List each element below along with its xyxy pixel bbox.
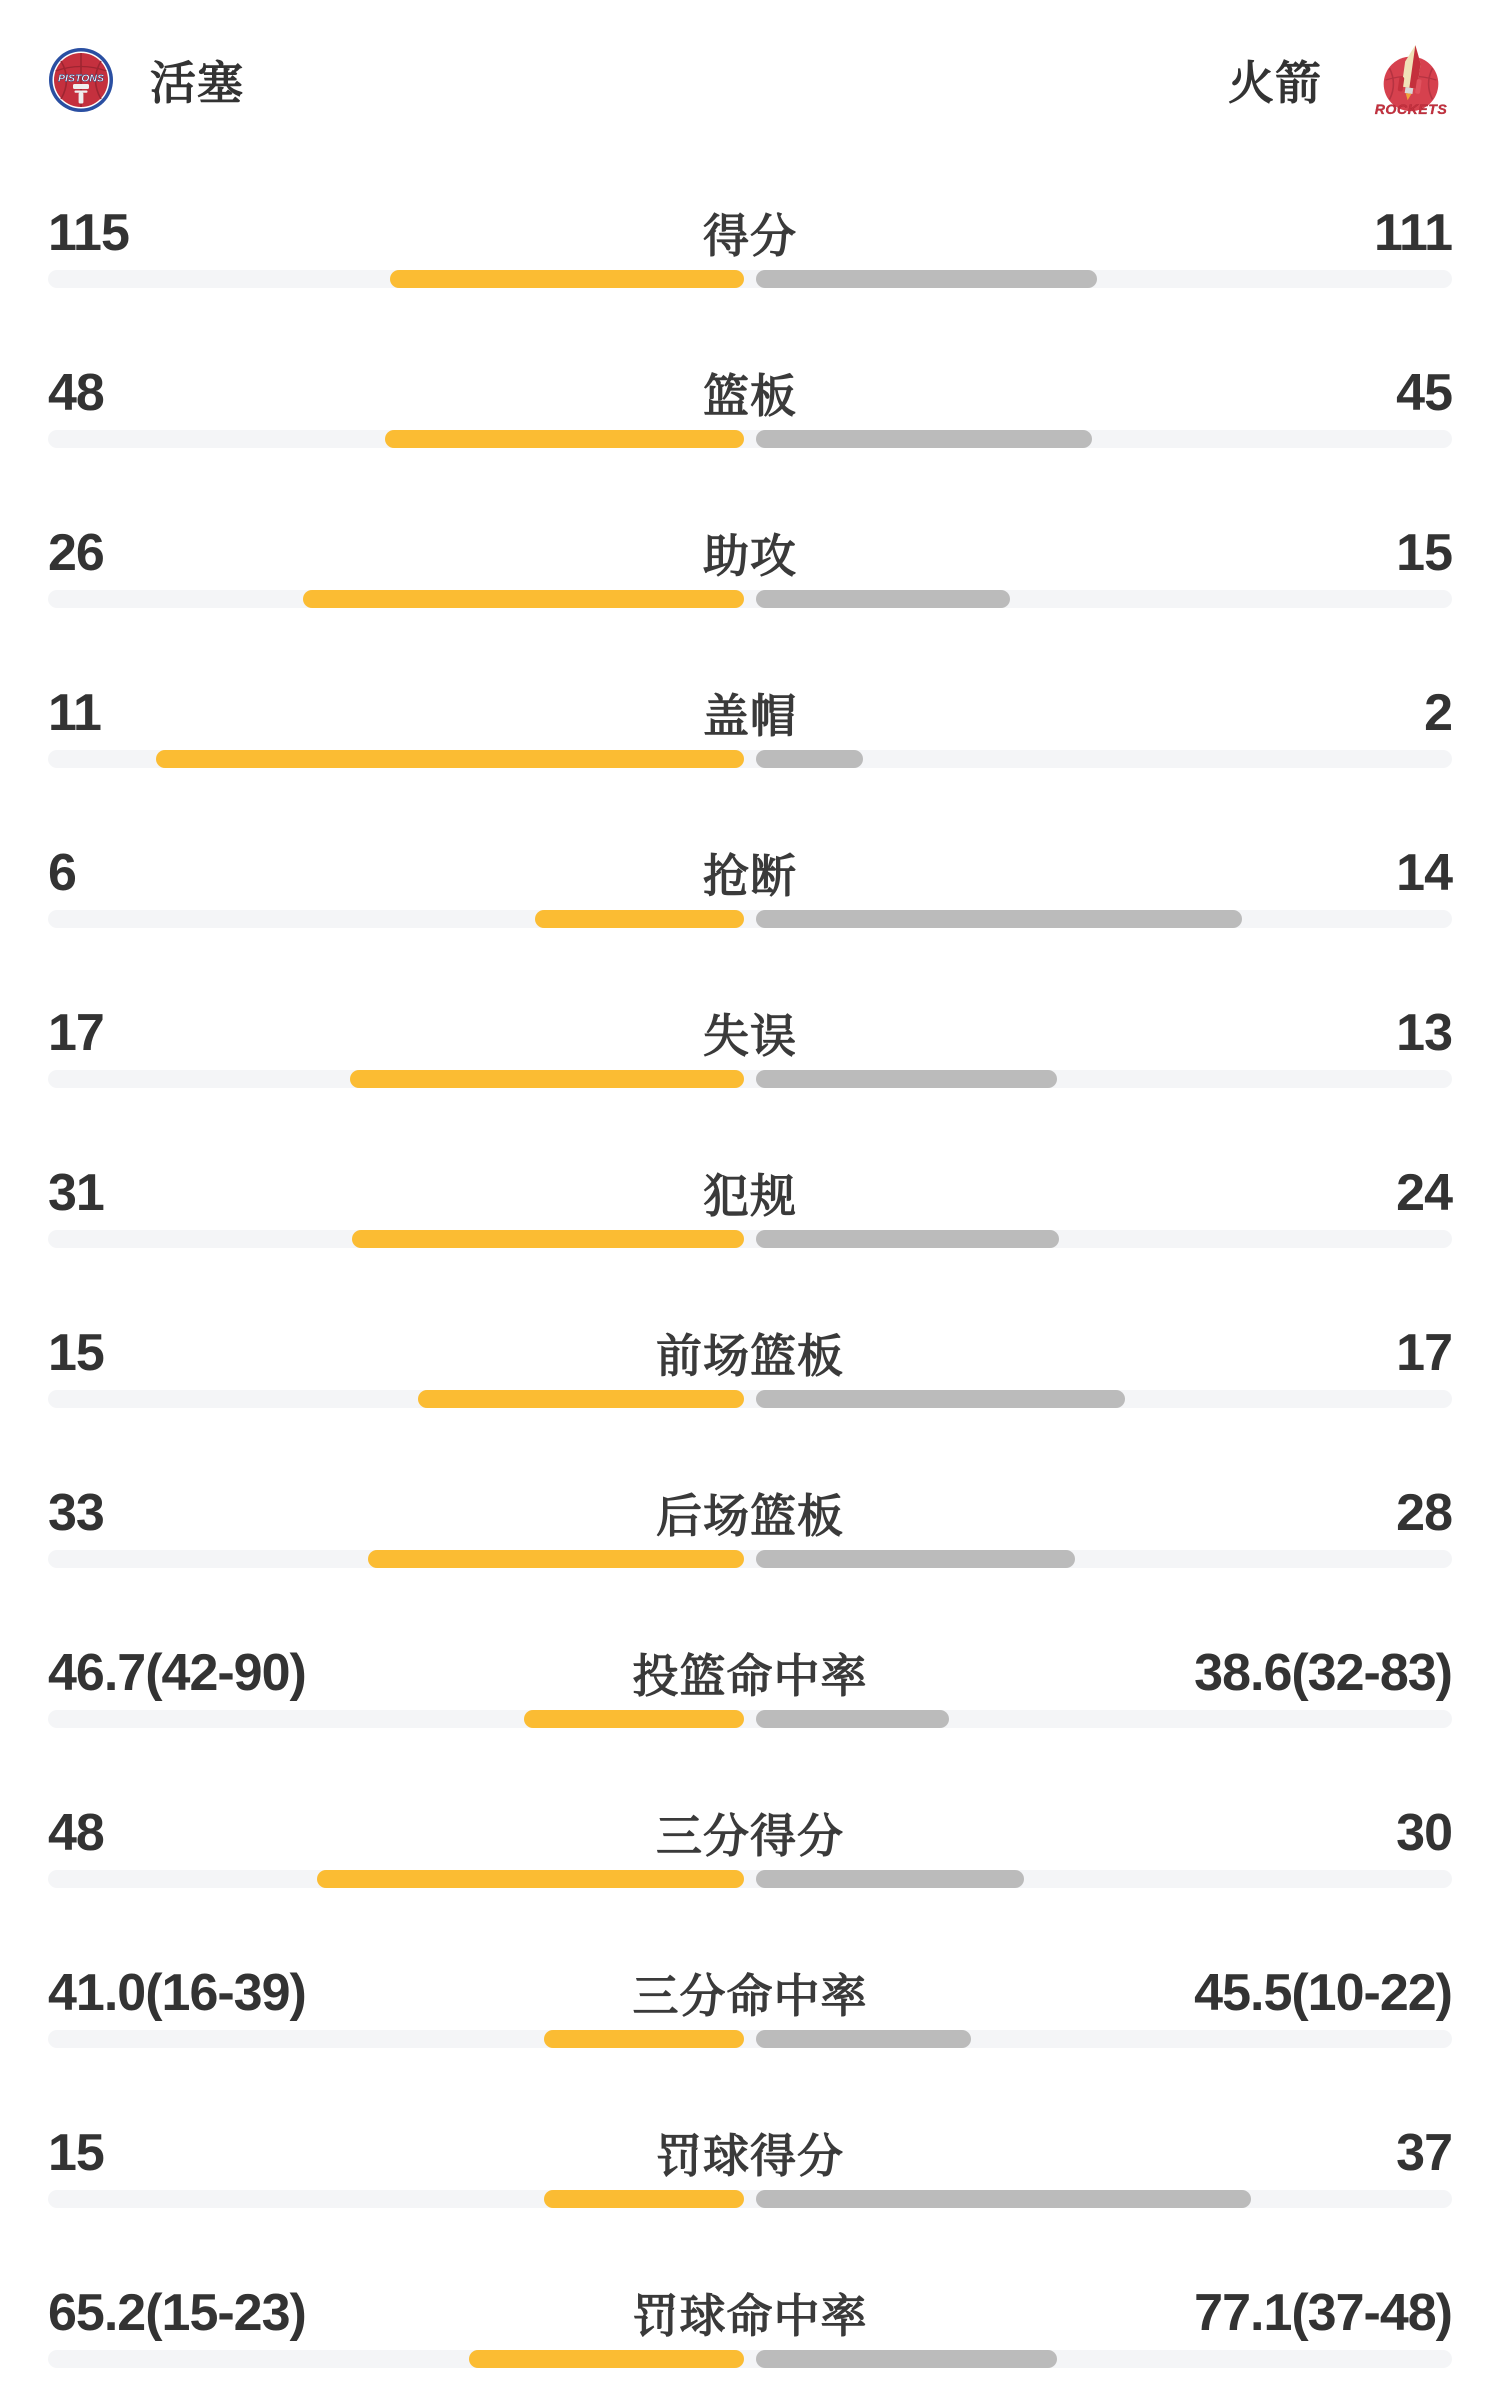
header xyxy=(0,0,1500,160)
team-left[interactable] xyxy=(48,47,244,113)
left-team-bar xyxy=(390,270,744,288)
left-value: 11 xyxy=(48,684,101,742)
stat-label: 罚球命中率 xyxy=(632,2290,868,2342)
right-value: 38.6(32-83) xyxy=(1194,1644,1452,1702)
right-value: 111 xyxy=(1373,204,1452,262)
stat-row xyxy=(0,2240,1500,2400)
left-value: 15 xyxy=(48,2124,104,2182)
right-team-bar xyxy=(756,1070,1057,1088)
stat-bar-track xyxy=(48,910,1452,928)
right-team-bar xyxy=(756,1390,1125,1408)
right-value: 45 xyxy=(1396,364,1452,422)
right-value: 30 xyxy=(1396,1804,1452,1862)
left-team-bar xyxy=(368,1550,744,1568)
stat-label: 得分 xyxy=(703,210,797,262)
stat-row xyxy=(0,1120,1500,1280)
stat-row-line xyxy=(48,200,1452,262)
stat-label: 助攻 xyxy=(703,530,797,582)
stat-row-line xyxy=(48,520,1452,582)
stat-row xyxy=(0,160,1500,320)
left-value: 48 xyxy=(48,364,104,422)
right-value: 77.1(37-48) xyxy=(1194,2284,1452,2342)
stat-label: 三分得分 xyxy=(656,1810,844,1862)
stat-bar-track xyxy=(48,1070,1452,1088)
right-team-bar xyxy=(756,430,1092,448)
stat-row xyxy=(0,480,1500,640)
right-value: 45.5(10-22) xyxy=(1194,1964,1452,2022)
team-name-right: 火箭 xyxy=(1228,57,1322,109)
stat-bar-track xyxy=(48,2190,1452,2208)
stat-bar-track xyxy=(48,590,1452,608)
stat-bar-track xyxy=(48,430,1452,448)
stat-row xyxy=(0,800,1500,960)
left-team-bar xyxy=(352,1230,744,1248)
left-value: 31 xyxy=(48,1164,104,1222)
left-value: 26 xyxy=(48,524,104,582)
left-value: 46.7(42-90) xyxy=(48,1644,306,1702)
left-team-bar xyxy=(303,590,744,608)
stat-row-line xyxy=(48,1640,1452,1702)
right-value: 24 xyxy=(1396,1164,1452,1222)
right-value: 15 xyxy=(1396,524,1452,582)
stat-bar-track xyxy=(48,1710,1452,1728)
left-value: 115 xyxy=(48,204,129,262)
stat-row-line xyxy=(48,1960,1452,2022)
pistons-logo-icon xyxy=(48,47,114,113)
right-team-bar xyxy=(756,2350,1057,2368)
stat-bar-track xyxy=(48,2030,1452,2048)
right-team-bar xyxy=(756,590,1010,608)
left-team-bar xyxy=(385,430,744,448)
stat-label: 三分命中率 xyxy=(632,1970,868,2022)
stat-bar-track xyxy=(48,1870,1452,1888)
left-team-bar xyxy=(350,1070,744,1088)
right-value: 37 xyxy=(1396,2124,1452,2182)
right-team-bar xyxy=(756,2030,971,2048)
stat-row xyxy=(0,960,1500,1120)
stat-bar-track xyxy=(48,1390,1452,1408)
right-value: 2 xyxy=(1424,684,1452,742)
stat-label: 失误 xyxy=(703,1010,797,1062)
stat-row xyxy=(0,2080,1500,2240)
right-team-bar xyxy=(756,750,863,768)
right-team-bar xyxy=(756,1550,1075,1568)
team-name-left: 活塞 xyxy=(150,57,244,109)
stats-list xyxy=(0,160,1500,2400)
stat-label: 盖帽 xyxy=(703,690,797,742)
stat-label: 抢断 xyxy=(703,850,797,902)
stat-bar-track xyxy=(48,2350,1452,2368)
stat-row xyxy=(0,320,1500,480)
stat-label: 投篮命中率 xyxy=(632,1650,868,1702)
right-team-bar xyxy=(756,1870,1024,1888)
right-team-bar xyxy=(756,910,1242,928)
stat-label: 罚球得分 xyxy=(656,2130,844,2182)
right-team-bar xyxy=(756,1230,1059,1248)
left-value: 33 xyxy=(48,1484,104,1542)
stat-row-line xyxy=(48,360,1452,422)
stat-row-line xyxy=(48,2120,1452,2182)
right-value: 14 xyxy=(1396,844,1452,902)
right-team-bar xyxy=(756,270,1097,288)
stat-row-line xyxy=(48,1320,1452,1382)
right-team-bar xyxy=(756,2190,1251,2208)
right-team-bar xyxy=(756,1710,949,1728)
stat-row-line xyxy=(48,1480,1452,1542)
right-value: 13 xyxy=(1396,1004,1452,1062)
left-value: 6 xyxy=(48,844,76,902)
right-value: 17 xyxy=(1396,1324,1452,1382)
left-value: 65.2(15-23) xyxy=(48,2284,306,2342)
stat-bar-track xyxy=(48,270,1452,288)
stat-row-line xyxy=(48,840,1452,902)
left-team-bar xyxy=(156,750,744,768)
left-team-bar xyxy=(544,2030,744,2048)
stat-row-line xyxy=(48,1000,1452,1062)
stat-row-line xyxy=(48,2280,1452,2342)
stat-row-line xyxy=(48,1800,1452,1862)
stat-label: 犯规 xyxy=(703,1170,797,1222)
stat-row-line xyxy=(48,1160,1452,1222)
right-value: 28 xyxy=(1396,1484,1452,1542)
stat-label: 后场篮板 xyxy=(656,1490,844,1542)
team-right[interactable] xyxy=(1228,39,1452,121)
left-team-bar xyxy=(524,1710,744,1728)
stat-row xyxy=(0,1440,1500,1600)
stat-bar-track xyxy=(48,750,1452,768)
left-value: 15 xyxy=(48,1324,104,1382)
left-team-bar xyxy=(418,1390,744,1408)
stat-row xyxy=(0,1760,1500,1920)
left-value: 17 xyxy=(48,1004,104,1062)
stat-bar-track xyxy=(48,1550,1452,1568)
rockets-logo-icon xyxy=(1370,39,1452,121)
left-value: 41.0(16-39) xyxy=(48,1964,306,2022)
stat-row xyxy=(0,1920,1500,2080)
stat-label: 前场篮板 xyxy=(656,1330,844,1382)
stat-label: 篮板 xyxy=(703,370,797,422)
stat-row xyxy=(0,1280,1500,1440)
stat-row xyxy=(0,640,1500,800)
stat-row-line xyxy=(48,680,1452,742)
stat-bar-track xyxy=(48,1230,1452,1248)
svg-text:ROCKETS: ROCKETS xyxy=(1374,101,1448,118)
left-team-bar xyxy=(535,910,744,928)
left-team-bar xyxy=(317,1870,744,1888)
left-team-bar xyxy=(469,2350,744,2368)
svg-text:PISTONS: PISTONS xyxy=(58,72,104,85)
left-team-bar xyxy=(544,2190,744,2208)
stat-row xyxy=(0,1600,1500,1760)
left-value: 48 xyxy=(48,1804,104,1862)
